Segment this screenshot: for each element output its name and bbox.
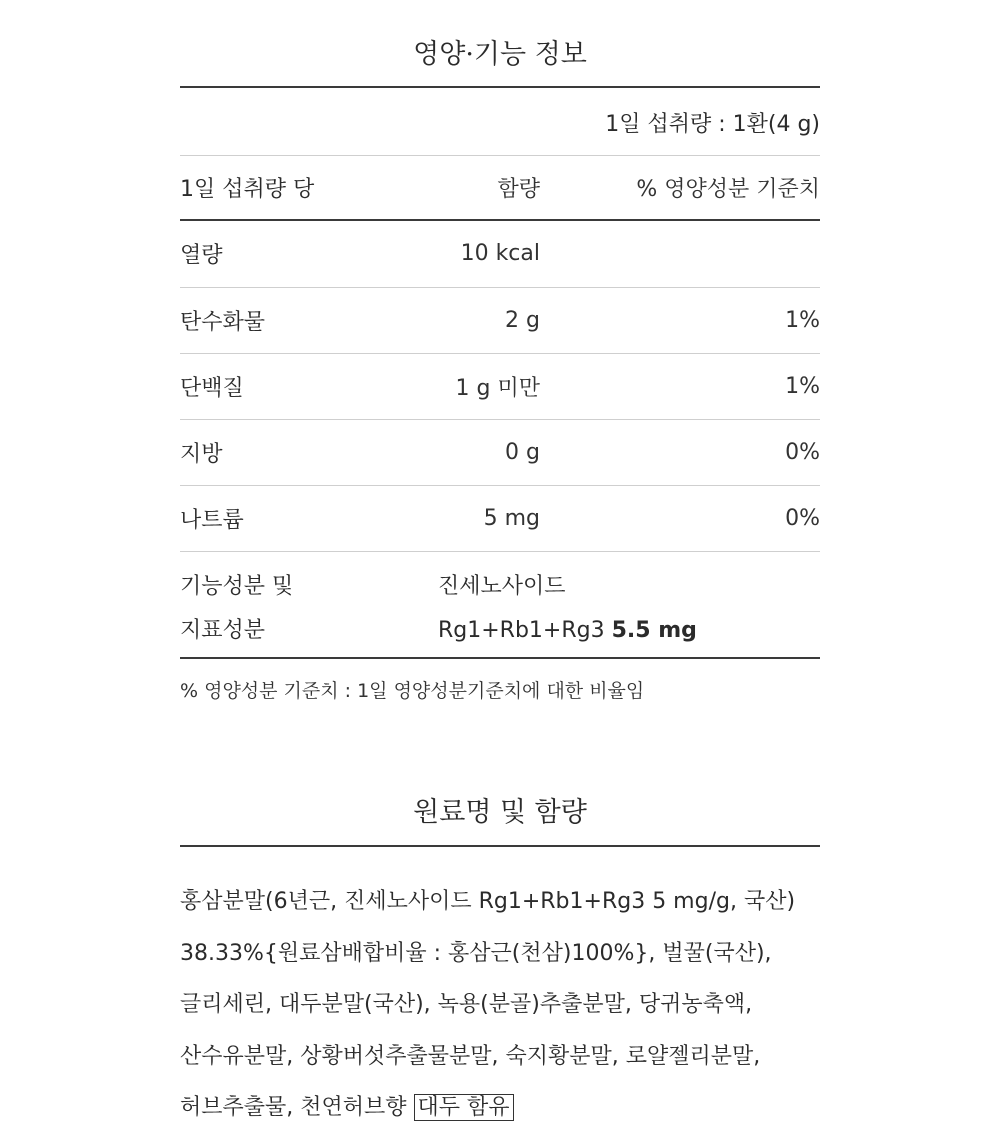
table-header — [180, 155, 820, 220]
nutrient-percent: 1% — [785, 308, 820, 333]
nutrient-amount: 1 g 미만 — [455, 376, 540, 401]
nutrient-percent: 1% — [785, 374, 820, 399]
nutrient-amount: 0 g — [505, 440, 540, 465]
ingredients-list — [180, 876, 830, 1134]
divider — [180, 657, 820, 659]
ingredients-title: 원료명 및 함량 — [413, 797, 587, 828]
functional-label-line1: 기능성분 및 — [180, 574, 294, 599]
nutrient-name: 탄수화물 — [180, 310, 266, 335]
ingredients-line: 홍삼분말(6년근, 진세노사이드 Rg1+Rb1+Rg3 5 mg/g, 국산) — [180, 889, 796, 914]
ingredients-line — [180, 1082, 830, 1134]
header-per-serving: 1일 섭취량 당 — [180, 177, 315, 202]
divider — [180, 86, 820, 88]
ginsenoside-amount: 5.5 mg — [611, 618, 697, 643]
functional-value-line2 — [438, 609, 697, 653]
functional-value — [438, 565, 697, 653]
nutrition-title: 영양·기능 정보 — [413, 39, 587, 70]
table-row — [180, 354, 820, 419]
divider — [180, 551, 820, 552]
ginsenoside-formula: Rg1+Rb1+Rg3 — [438, 618, 612, 643]
ingredients-line: 글리세린, 대두분말(국산), 녹용(분골)추출분말, 당귀농축액, — [180, 992, 753, 1017]
header-amount: 함량 — [497, 177, 540, 202]
nutrient-amount: 5 mg — [483, 506, 540, 531]
ingredients-line: 산수유분말, 상황버섯추출물분말, 숙지황분말, 로얄젤리분말, — [180, 1043, 761, 1069]
nutrient-name: 지방 — [180, 442, 223, 467]
footnote: % 영양성분 기준치 : 1일 영양성분기준치에 대한 비율임 — [180, 680, 645, 702]
nutrient-name: 나트륨 — [180, 508, 244, 533]
table-row — [180, 420, 820, 485]
allergen-badge: 대두 함유 — [414, 1094, 514, 1121]
ingredients-last-text: 허브추출물, 천연허브향 — [180, 1095, 414, 1120]
nutrient-percent: 0% — [785, 506, 820, 531]
nutrient-name: 열량 — [180, 243, 223, 268]
nutrient-percent: 0% — [785, 440, 820, 465]
serving-size: 1일 섭취량 : 1환(4 g) — [605, 112, 820, 137]
functional-label — [180, 565, 293, 653]
table-row — [180, 486, 820, 551]
functional-value-line1: 진세노사이드 — [438, 574, 566, 599]
functional-label-line2: 지표성분 — [180, 618, 266, 643]
table-row — [180, 288, 820, 353]
table-row — [180, 221, 820, 286]
ingredients-line: 38.33%{원료삼배합비율 : 홍삼근(천삼)100%}, 벌꿀(국산), — [180, 940, 772, 966]
nutrient-amount: 2 g — [505, 308, 540, 333]
nutrient-amount: 10 kcal — [460, 241, 540, 266]
divider — [180, 845, 820, 847]
header-percent: % 영양성분 기준치 — [636, 177, 820, 202]
nutrient-name: 단백질 — [180, 376, 244, 401]
